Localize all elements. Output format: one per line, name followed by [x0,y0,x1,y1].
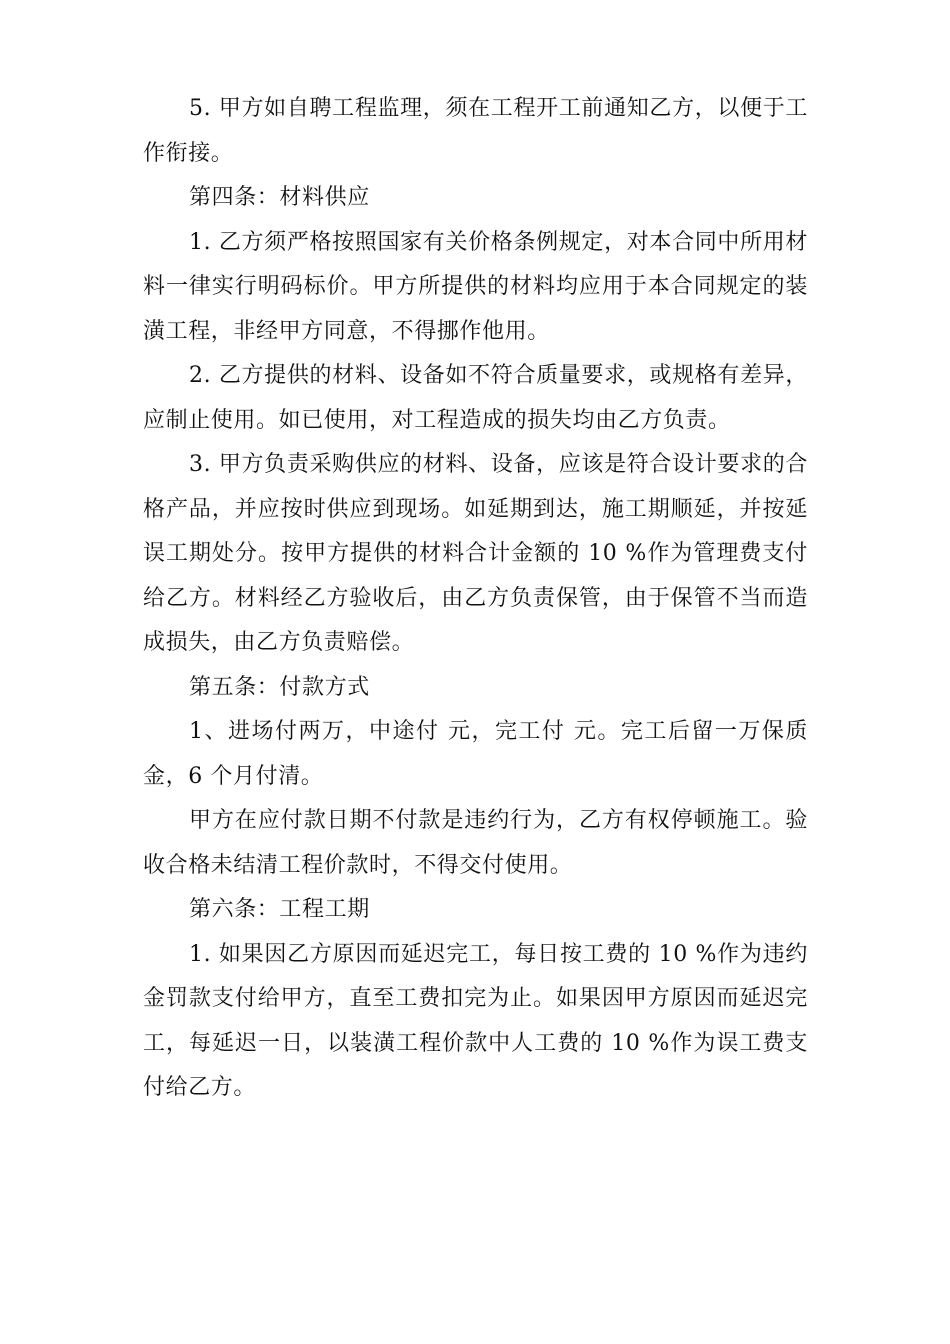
section-heading: 第四条：材料供应 [189,185,370,210]
clause-paragraph: 2. 乙方提供的材料、设备如不符合质量要求，或规格有差异，应制止使用。如已使用，对工程造成的损失均由乙方负责。 [143,363,808,433]
clause-paragraph: 1. 如果因乙方原因而延迟完工，每日按工费的 10 %作为违约金罚款支付给甲方，直至工费扣完为止。如果因甲方原因而延迟完工，每延迟一日，以装潢工程价款中人工费的 10 %作为误工费支付给乙方。 [143,941,808,1100]
section-heading: 第六条：工程工期 [189,897,370,922]
section-heading: 第五条：付款方式 [189,674,370,700]
clause-paragraph: 5. 甲方如自聘工程监理，须在工程开工前通知乙方，以便于工作衔接。 [143,96,808,166]
clause-paragraph: 甲方在应付款日期不付款是违约行为，乙方有权停顿施工。验收合格未结清工程价款时，不得交付使用。 [143,808,808,878]
clause-paragraph: 1、进场付两万，中途付 元，完工付 元。完工后留一万保质金，6 个月付清。 [143,719,808,789]
clause-paragraph: 3. 甲方负责采购供应的材料、设备，应该是符合设计要求的合格产品，并应按时供应到现场。如延期到达，施工期顺延，并按延误工期处分。按甲方提供的材料合计金额的 10 %作为管理费支付给乙方。材料经乙方验收后，由乙方负责保管，由于保管不当而造成损失，由乙方负责赔偿。 [143,452,808,655]
document-body [143,87,808,1111]
clause-paragraph: 1. 乙方须严格按照国家有关价格条例规定，对本合同中所用材料一律实行明码标价。甲方所提供的材料均应用于本合同规定的装潢工程，非经甲方同意，不得挪作他用。 [143,229,808,344]
